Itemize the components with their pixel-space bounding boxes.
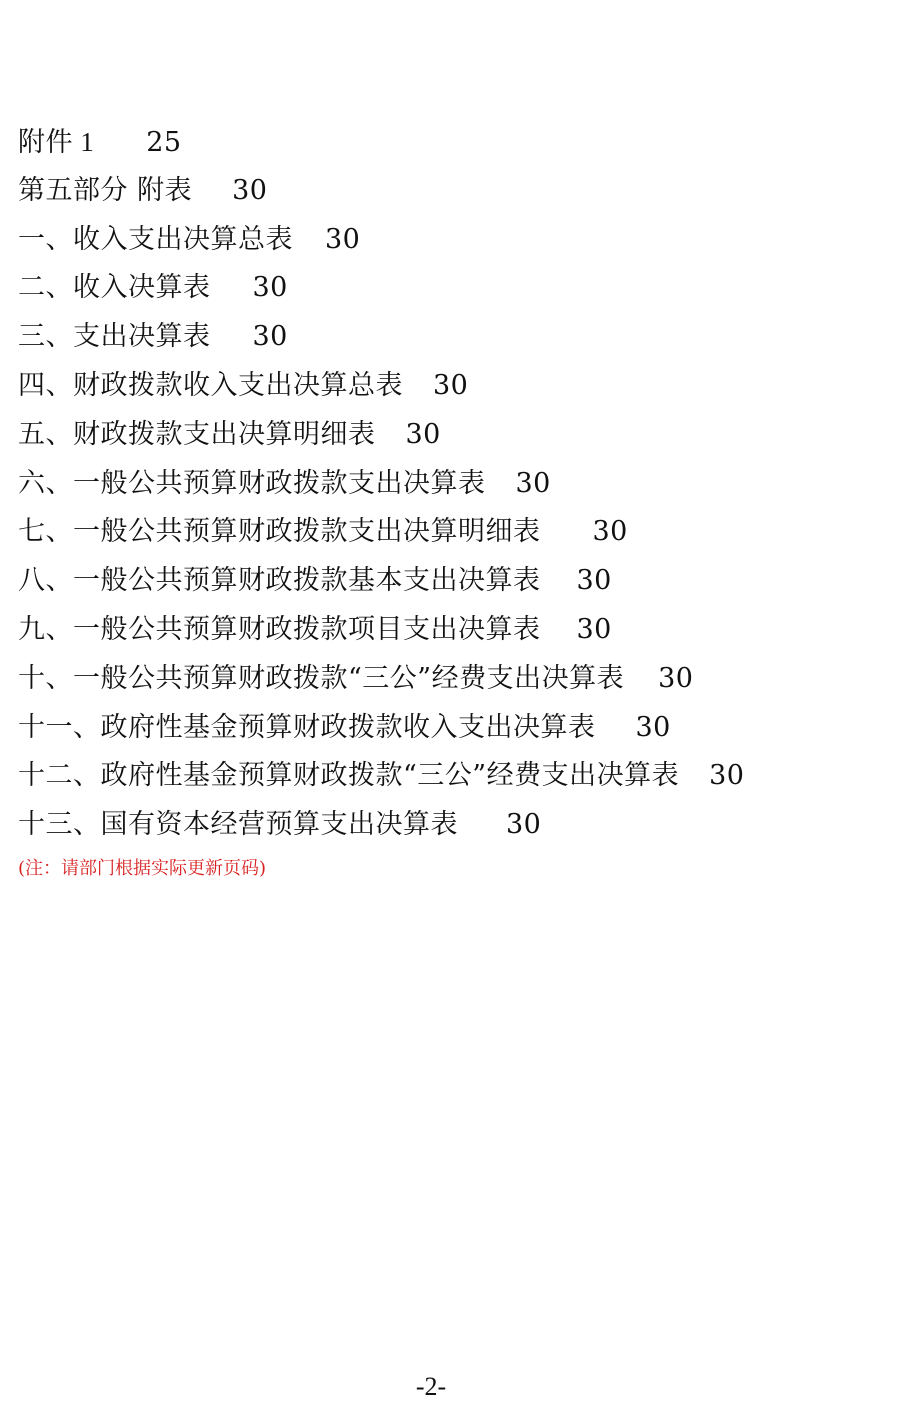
toc-entry xyxy=(18,216,878,265)
toc-entry xyxy=(18,460,878,509)
toc-entry-title: 九、一般公共预算财政拨款项目支出决算表 xyxy=(18,613,541,645)
toc-entry-title: 八、一般公共预算财政拨款基本支出决算表 xyxy=(18,565,541,597)
toc-entry-title: 三、支出决算表 xyxy=(18,321,211,353)
toc-entry-page: 30 xyxy=(658,662,694,694)
toc-entry-title: 五、财政拨款支出决算明细表 xyxy=(18,418,376,450)
toc-entry-page: 30 xyxy=(252,321,288,353)
toc-entry xyxy=(18,606,878,655)
toc-entry xyxy=(18,557,878,606)
toc-entry-page: 30 xyxy=(576,613,612,645)
toc-entry-title: 十三、国有资本经营预算支出决算表 xyxy=(18,809,458,841)
toc-entry xyxy=(18,118,878,167)
toc-entry xyxy=(18,704,878,753)
table-of-contents xyxy=(18,118,878,880)
toc-entry-title: 一、收入支出决算总表 xyxy=(18,223,293,255)
toc-entry xyxy=(18,508,878,557)
toc-entry-page: 30 xyxy=(506,809,542,841)
page-number: -2- xyxy=(415,1372,447,1401)
toc-entry xyxy=(18,167,878,216)
toc-entry xyxy=(18,752,878,801)
toc-entry xyxy=(18,362,878,411)
toc-entry-title: 二、收入决算表 xyxy=(18,272,211,304)
toc-entry-title: 十、一般公共预算财政拨款“三公”经费支出决算表 xyxy=(18,662,625,694)
toc-entry xyxy=(18,801,878,850)
page-number-note: (注：请部门根据实际更新页码) xyxy=(18,857,267,879)
toc-entry-page: 30 xyxy=(592,516,628,548)
toc-entry-title: 附件 1 xyxy=(18,127,95,157)
toc-entry-title: 四、财政拨款收入支出决算总表 xyxy=(18,369,403,401)
toc-entry xyxy=(18,655,878,704)
toc-entry xyxy=(18,264,878,313)
toc-entry-title: 七、一般公共预算财政拨款支出决算明细表 xyxy=(18,516,541,548)
toc-entry-page: 30 xyxy=(433,369,469,401)
toc-entry-title: 六、一般公共预算财政拨款支出决算表 xyxy=(18,467,486,499)
toc-entry-title: 十一、政府性基金预算财政拨款收入支出决算表 xyxy=(18,711,596,743)
toc-entry-page: 30 xyxy=(515,467,551,499)
toc-entry-page: 30 xyxy=(635,711,671,743)
toc-entry-page: 30 xyxy=(252,272,288,304)
toc-entry-title: 第五部分 附表 xyxy=(18,174,193,206)
toc-entry-title: 十二、政府性基金预算财政拨款“三公”经费支出决算表 xyxy=(18,760,680,792)
toc-entry-page: 30 xyxy=(232,174,268,206)
toc-entry xyxy=(18,313,878,362)
toc-entry-page: 30 xyxy=(576,565,612,597)
toc-entry xyxy=(18,411,878,460)
toc-entry-page: 25 xyxy=(146,127,182,158)
toc-entry-page: 30 xyxy=(405,418,441,450)
toc-entry-page: 30 xyxy=(709,760,745,792)
toc-entry-page: 30 xyxy=(325,223,361,255)
